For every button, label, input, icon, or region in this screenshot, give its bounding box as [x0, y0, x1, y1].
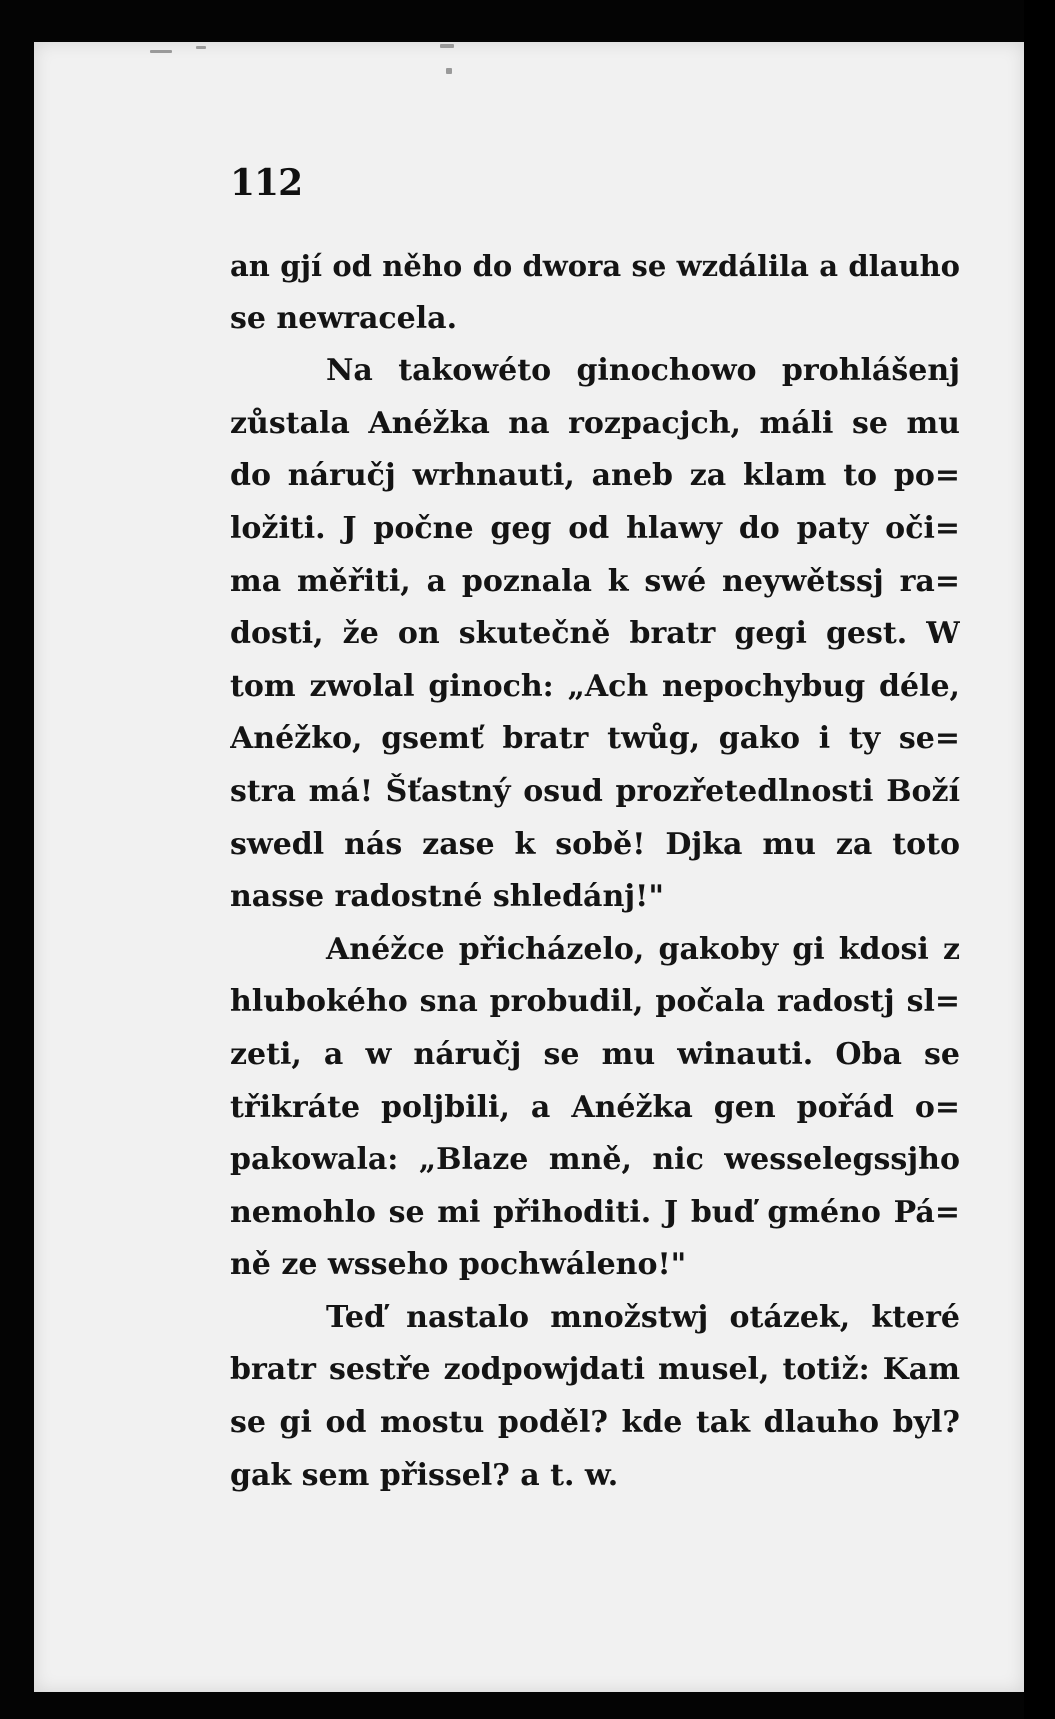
scan-speck	[446, 68, 452, 74]
text-line: hlubokého sna probudil, počala radostj sl=	[230, 984, 960, 1020]
scan-speck	[440, 44, 454, 48]
text-line: ma měřiti, a poznala k swé neywětssj ra=	[230, 563, 960, 599]
text-line: bratr sestře zodpowjdati musel, totiž: Kam	[230, 1352, 960, 1388]
scan-speck	[196, 46, 206, 49]
text-line: stra má! Šťastný osud prozřetedlnosti Boží	[230, 773, 960, 809]
text-line: swedl nás zase k sobě! Djka mu za toto	[230, 826, 960, 862]
page-number: 112	[230, 162, 303, 204]
text-line: Teď nastalo množstwj otázek, které	[326, 1299, 960, 1335]
text-line: ložiti. J počne geg od hlawy do paty oči=	[230, 510, 960, 546]
text-line: Anéžce přicházelo, gakoby gi kdosi z	[326, 931, 960, 967]
body-text	[230, 240, 960, 1502]
text-line: nasse radostné shledánj!"	[230, 879, 664, 915]
page-right-edge	[1024, 0, 1055, 1719]
text-line: Na takowéto ginochowo prohlášenj	[326, 353, 960, 389]
text-line: dosti, že on skutečně bratr gegi gest. W	[230, 616, 960, 652]
scan-speck	[150, 50, 172, 53]
text-line: nemohlo se mi přihoditi. J buď gméno Pá=	[230, 1194, 960, 1230]
text-line: pakowala: „Blaze mně, nic wesselegssjho	[230, 1142, 960, 1178]
text-line: Anéžko, gsemť bratr twůg, gako i ty se=	[230, 721, 960, 757]
text-line: třikráte poljbili, a Anéžka gen pořád o=	[230, 1089, 960, 1125]
text-line: ně ze wsseho pochwáleno!"	[230, 1247, 687, 1283]
text-line: zeti, a w náručj se mu winauti. Oba se	[230, 1036, 960, 1072]
text-line: gak sem přissel? a t. w.	[230, 1457, 619, 1493]
text-line: se gi od mostu poděl? kde tak dlauho byl?	[230, 1405, 960, 1441]
text-line: an gjí od něho do dwora se wzdálila a dlauho	[230, 249, 960, 283]
text-line: se newracela.	[230, 300, 458, 336]
text-line: do náručj wrhnauti, aneb za klam to po=	[230, 458, 960, 494]
text-line: zůstala Anéžka na rozpacjch, máli se mu	[230, 405, 960, 441]
text-line: tom zwolal ginoch: „Ach nepochybug déle,	[230, 668, 960, 704]
